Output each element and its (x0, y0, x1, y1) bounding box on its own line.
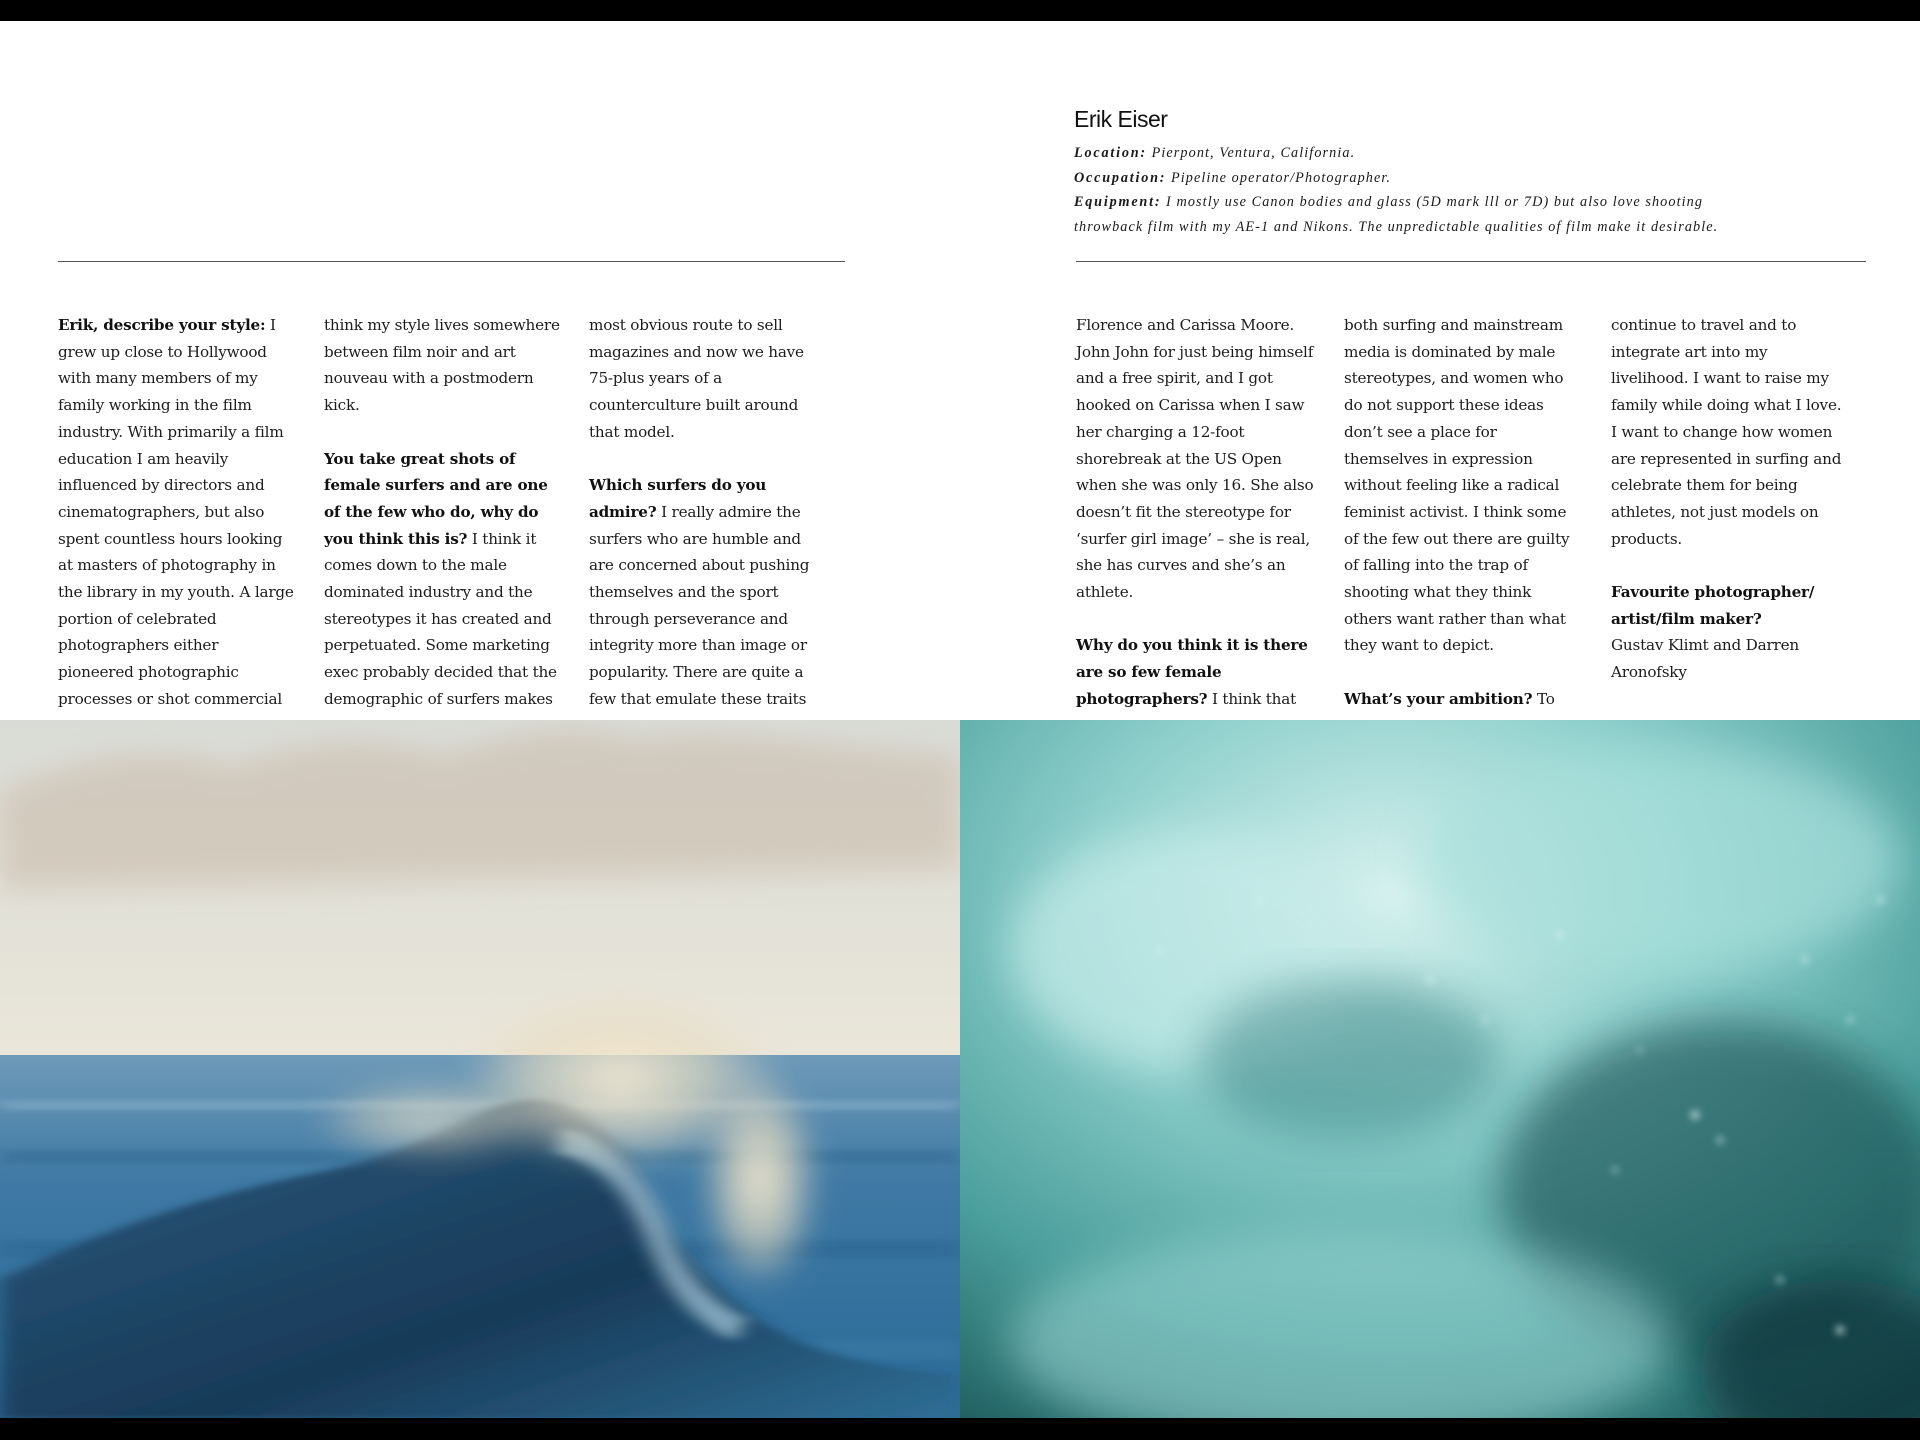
underwater-illustration (960, 720, 1920, 1418)
answer-female-surfers-cont: most obvious route to sell magazines and now we have 75-plus years of a counterculture built around that model. (589, 316, 804, 441)
underwater-photo (960, 720, 1920, 1418)
profile-occupation: Occupation: Pipeline operator/Photographer. (1074, 169, 1392, 186)
answer-admire-cont: Florence and Carissa Moore. John John for just being himself and a free spirit, and I got hooked on Carissa when I saw her charging a 12-foot shorebreak at the US Open when she was only 16. She also doesn’t fit the stereotype for ‘surfer girl image’ – she is real, she has curves and she’s an athlete. (1076, 316, 1314, 602)
question-ambition: What’s your ambition? (1344, 689, 1533, 708)
answer-few-female: Why do you think it is there are so few female photographers? I think that (1076, 636, 1308, 708)
photographer-profile (1074, 106, 1894, 240)
answer-few-female-cont: both surfing and mainstream media is dominated by male stereotypes, and women who do not support these ideas don’t see a place for themselves in expression without feeling like a radical feminist activist. I think some of the few out there are guilty of falling into the trap of shooting what they think others want rather than what they want to depict. (1344, 316, 1570, 655)
text-column-1 (58, 312, 296, 739)
answer-ambition: What’s your ambition? To (1344, 689, 1555, 708)
answer-style-cont: think my style lives somewhere between film noir and art nouveau with a postmodern kick. (324, 316, 560, 415)
wave-photo (0, 720, 960, 1418)
question-style: Erik, describe your style: (58, 316, 266, 334)
profile-location: Location: Pierpont, Ventura, California. (1074, 145, 1356, 161)
answer-ambition-cont: continue to travel and to integrate art into my livelihood. I want to raise my family while doing what I love. I want to change how women are represented in surfing and celebrate them for being athletes, not just models on products. (1611, 316, 1842, 548)
text-column-6 (1611, 312, 1849, 686)
text-column-3 (589, 312, 827, 766)
text-column-5 (1344, 312, 1582, 713)
wave-illustration (0, 720, 960, 1418)
text-column-4 (1076, 312, 1314, 713)
answer-admire: Which surfers do you admire? I really admire the surfers who are humble and are concerned about pushing themselves and the sport through perseverance and integrity more than image or popularity. There are quite a few that emulate these traits (589, 476, 810, 708)
question-favourite: Favourite photographer/ artist/film maker? (1611, 583, 1815, 628)
text-column-2 (324, 312, 562, 739)
answer-style: Erik, describe your style: I grew up close to Hollywood with many members of my family working in the film industry. With primarily a film education I am heavily influenced by directors and cinematographers, but also spent countless hours looking at masters of photography in the library in my youth. A large portion of celebrated photographers either pioneered photographic processes or shot commercial (58, 316, 294, 708)
answer-female-surfers: You take great shots of female surfers and are one of the few who do, why do you think this is? I think it comes down to the male dominated industry and the stereotypes it has created and perpetuated. Some marketing exec probably decided that the demographic of surfers makes (324, 449, 557, 708)
photographer-name: Erik Eiser (1074, 106, 1168, 132)
left-divider-rule (58, 261, 845, 262)
profile-equipment-cont: throwback film with my AE-1 and Nikons. The unpredictable qualities of film make it desirable. (1074, 219, 1719, 236)
question-admire: Which surfers do you admire? (589, 476, 767, 521)
right-divider-rule (1076, 261, 1866, 262)
answer-favourite: Gustav Klimt and Darren Aronofsky (1611, 636, 1799, 682)
question-few-female: Why do you think it is there are so few female photographers? (1076, 636, 1308, 708)
profile-equipment: Equipment: I mostly use Canon bodies and glass (5D mark lll or 7D) but also love shooting (1074, 194, 1704, 211)
magazine-spread (0, 21, 1920, 1418)
question-female-surfers: You take great shots of female surfers and are one of the few who do, why do you think this is? (324, 449, 548, 548)
